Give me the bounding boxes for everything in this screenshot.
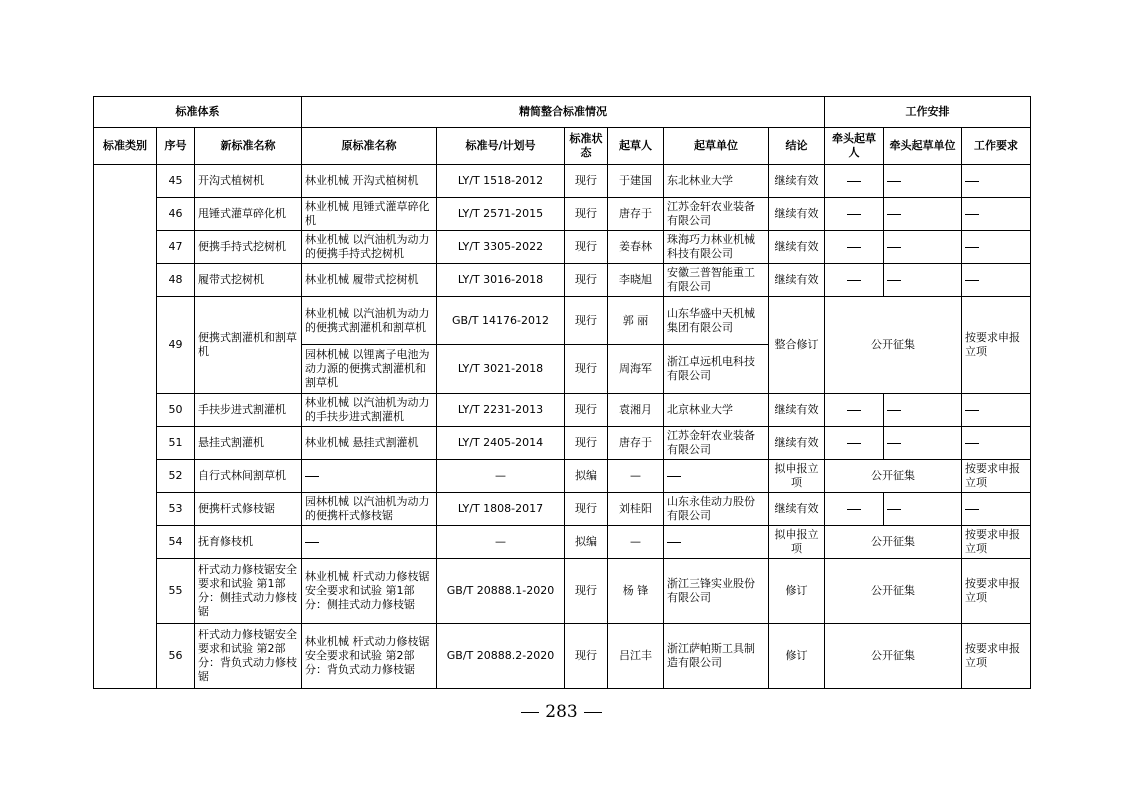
- orig-name-cell: 林业机械 以汽油机为动力的手扶步进式割灌机: [302, 394, 437, 427]
- std-no-cell: —: [437, 460, 565, 493]
- requirement-cell: 按要求申报立项: [962, 526, 1031, 559]
- conclusion-cell: 继续有效: [769, 264, 825, 297]
- table-row: [94, 165, 1031, 198]
- std-no-cell: GB/T 14176-2012: [437, 297, 565, 345]
- new-name-cell: 便携手持式挖树机: [195, 231, 302, 264]
- dash-mark: [887, 509, 901, 510]
- seq-cell: 50: [157, 394, 195, 427]
- lead-drafter-cell: [825, 493, 884, 526]
- header-seq: 序号: [157, 128, 195, 165]
- conclusion-cell: 继续有效: [769, 231, 825, 264]
- dash-mark: [847, 247, 861, 248]
- lead-unit-cell: [884, 231, 962, 264]
- conclusion-cell: 拟申报立项: [769, 526, 825, 559]
- new-name-cell: 便携式割灌机和割草机: [195, 297, 302, 394]
- requirement-cell: [962, 427, 1031, 460]
- status-cell: 现行: [565, 559, 608, 624]
- requirement-cell: 按要求申报立项: [962, 559, 1031, 624]
- header-lead-unit: 牵头起草单位: [884, 128, 962, 165]
- page-number: [0, 702, 1123, 722]
- orig-name-cell: 林业机械 悬挂式割灌机: [302, 427, 437, 460]
- dash-mark: [667, 476, 681, 477]
- status-cell: 现行: [565, 493, 608, 526]
- new-name-cell: 自行式林间割草机: [195, 460, 302, 493]
- conclusion-cell: 拟申报立项: [769, 460, 825, 493]
- seq-cell: 53: [157, 493, 195, 526]
- orig-name-cell: 林业机械 杆式动力修枝锯安全要求和试验 第1部分：侧挂式动力修枝锯: [302, 559, 437, 624]
- dash-mark: [847, 509, 861, 510]
- conclusion-cell: 继续有效: [769, 165, 825, 198]
- table-row: [94, 427, 1031, 460]
- std-no-cell: LY/T 3021-2018: [437, 345, 565, 394]
- orig-name-cell: 林业机械 杆式动力修枝锯安全要求和试验 第2部分：背负式动力修枝锯: [302, 624, 437, 689]
- header-group-situation: 精简整合标准情况: [302, 97, 825, 128]
- status-cell: 现行: [565, 297, 608, 345]
- standards-table-container: [93, 96, 1030, 689]
- header-std-no: 标准号/计划号: [437, 128, 565, 165]
- lead-unit-cell: [884, 394, 962, 427]
- conclusion-cell: 继续有效: [769, 198, 825, 231]
- orig-name-cell: 林业机械 以汽油机为动力的便携式割灌机和割草机: [302, 297, 437, 345]
- lead-unit-cell: [884, 427, 962, 460]
- status-cell: 现行: [565, 264, 608, 297]
- unit-cell: 浙江卓远机电科技有限公司: [664, 345, 769, 394]
- dash-mark: [887, 181, 901, 182]
- status-cell: 现行: [565, 165, 608, 198]
- lead-drafter-cell: [825, 165, 884, 198]
- conclusion-cell: 继续有效: [769, 427, 825, 460]
- unit-cell: 山东永佳动力股份有限公司: [664, 493, 769, 526]
- lead-unit-cell: [884, 198, 962, 231]
- header-category: 标准类别: [94, 128, 157, 165]
- orig-name-cell: [302, 526, 437, 559]
- orig-name-cell: 园林机械 以锂离子电池为动力源的便携式割灌机和割草机: [302, 345, 437, 394]
- seq-cell: 48: [157, 264, 195, 297]
- conclusion-cell: 继续有效: [769, 493, 825, 526]
- drafter-cell: 唐存于: [608, 198, 664, 231]
- lead-cell: 公开征集: [825, 624, 962, 689]
- dash-mark: [965, 280, 979, 281]
- seq-cell: 46: [157, 198, 195, 231]
- requirement-cell: [962, 493, 1031, 526]
- unit-cell: [664, 526, 769, 559]
- seq-cell: 47: [157, 231, 195, 264]
- unit-cell: 浙江三锋实业股份有限公司: [664, 559, 769, 624]
- conclusion-cell: 修订: [769, 624, 825, 689]
- table-row: [94, 394, 1031, 427]
- conclusion-cell: 修订: [769, 559, 825, 624]
- std-no-cell: —: [437, 526, 565, 559]
- unit-cell: 江苏金轩农业装备有限公司: [664, 427, 769, 460]
- std-no-cell: LY/T 1808-2017: [437, 493, 565, 526]
- drafter-cell: 姜春林: [608, 231, 664, 264]
- unit-cell: 山东华盛中天机械集团有限公司: [664, 297, 769, 345]
- conclusion-cell: 整合修订: [769, 297, 825, 394]
- header-requirement: 工作要求: [962, 128, 1031, 165]
- status-cell: 现行: [565, 394, 608, 427]
- unit-cell: 江苏金轩农业装备有限公司: [664, 198, 769, 231]
- new-name-cell: 手扶步进式割灌机: [195, 394, 302, 427]
- status-cell: 现行: [565, 345, 608, 394]
- dash-mark: [887, 214, 901, 215]
- std-no-cell: LY/T 3305-2022: [437, 231, 565, 264]
- drafter-cell: —: [608, 526, 664, 559]
- header-status: 标准状态: [565, 128, 608, 165]
- table-row: [94, 198, 1031, 231]
- dash-mark: [667, 542, 681, 543]
- lead-cell: 公开征集: [825, 297, 962, 394]
- table-row: [94, 526, 1031, 559]
- dash-mark: [847, 410, 861, 411]
- seq-cell: 55: [157, 559, 195, 624]
- new-name-cell: 抚育修枝机: [195, 526, 302, 559]
- drafter-cell: 刘桂阳: [608, 493, 664, 526]
- header-drafter: 起草人: [608, 128, 664, 165]
- std-no-cell: GB/T 20888.2-2020: [437, 624, 565, 689]
- new-name-cell: 开沟式植树机: [195, 165, 302, 198]
- header-group-system: 标准体系: [94, 97, 302, 128]
- lead-unit-cell: [884, 493, 962, 526]
- seq-cell: 54: [157, 526, 195, 559]
- header-new-name: 新标准名称: [195, 128, 302, 165]
- dash-mark: [305, 542, 319, 543]
- standards-table: [93, 96, 1031, 689]
- status-cell: 现行: [565, 231, 608, 264]
- requirement-cell: [962, 231, 1031, 264]
- unit-cell: [664, 460, 769, 493]
- table-row: [94, 231, 1031, 264]
- requirement-cell: [962, 165, 1031, 198]
- header-group-work: 工作安排: [825, 97, 1031, 128]
- requirement-cell: 按要求申报立项: [962, 297, 1031, 394]
- dash-mark: [965, 214, 979, 215]
- dash-mark: [847, 443, 861, 444]
- status-cell: 现行: [565, 624, 608, 689]
- drafter-cell: 李晓旭: [608, 264, 664, 297]
- status-cell: 拟编: [565, 526, 608, 559]
- unit-cell: 东北林业大学: [664, 165, 769, 198]
- unit-cell: 安徽三普智能重工有限公司: [664, 264, 769, 297]
- dash-mark: [305, 476, 319, 477]
- dash-mark: [887, 443, 901, 444]
- status-cell: 拟编: [565, 460, 608, 493]
- drafter-cell: —: [608, 460, 664, 493]
- header-unit: 起草单位: [664, 128, 769, 165]
- new-name-cell: 便携杆式修枝锯: [195, 493, 302, 526]
- table-body: [94, 165, 1031, 689]
- drafter-cell: 吕江丰: [608, 624, 664, 689]
- drafter-cell: 袁湘月: [608, 394, 664, 427]
- lead-unit-cell: [884, 165, 962, 198]
- table-row: [94, 559, 1031, 624]
- page-number-text: 283: [545, 702, 578, 722]
- lead-cell: 公开征集: [825, 460, 962, 493]
- drafter-cell: 郭 丽: [608, 297, 664, 345]
- status-cell: 现行: [565, 427, 608, 460]
- std-no-cell: LY/T 2571-2015: [437, 198, 565, 231]
- seq-cell: 56: [157, 624, 195, 689]
- dash-mark: [965, 247, 979, 248]
- orig-name-cell: [302, 460, 437, 493]
- header-lead-drafter: 牵头起草人: [825, 128, 884, 165]
- drafter-cell: 杨 锋: [608, 559, 664, 624]
- seq-cell: 45: [157, 165, 195, 198]
- requirement-cell: [962, 198, 1031, 231]
- lead-cell: 公开征集: [825, 526, 962, 559]
- dash-mark: [887, 410, 901, 411]
- drafter-cell: 唐存于: [608, 427, 664, 460]
- seq-cell: 51: [157, 427, 195, 460]
- orig-name-cell: 园林机械 以汽油机为动力的便携杆式修枝锯: [302, 493, 437, 526]
- lead-drafter-cell: [825, 198, 884, 231]
- new-name-cell: 悬挂式割灌机: [195, 427, 302, 460]
- orig-name-cell: 林业机械 以汽油机为动力的便携手持式挖树机: [302, 231, 437, 264]
- requirement-cell: 按要求申报立项: [962, 460, 1031, 493]
- new-name-cell: 杆式动力修枝锯安全要求和试验 第1部分：侧挂式动力修枝锯: [195, 559, 302, 624]
- page-number-dash-left: [521, 712, 539, 713]
- dash-mark: [965, 509, 979, 510]
- dash-mark: [847, 181, 861, 182]
- conclusion-cell: 继续有效: [769, 394, 825, 427]
- requirement-cell: [962, 394, 1031, 427]
- header-conclusion: 结论: [769, 128, 825, 165]
- table-row: [94, 460, 1031, 493]
- dash-mark: [965, 410, 979, 411]
- orig-name-cell: 林业机械 甩锤式灌草碎化机: [302, 198, 437, 231]
- new-name-cell: 履带式挖树机: [195, 264, 302, 297]
- std-no-cell: GB/T 20888.1-2020: [437, 559, 565, 624]
- table-row: [94, 297, 1031, 345]
- lead-drafter-cell: [825, 394, 884, 427]
- seq-cell: 49: [157, 297, 195, 394]
- lead-drafter-cell: [825, 264, 884, 297]
- dash-mark: [965, 181, 979, 182]
- dash-mark: [847, 280, 861, 281]
- lead-drafter-cell: [825, 231, 884, 264]
- lead-unit-cell: [884, 264, 962, 297]
- unit-cell: 浙江萨帕斯工具制造有限公司: [664, 624, 769, 689]
- page-number-dash-right: [584, 712, 602, 713]
- header-orig-name: 原标准名称: [302, 128, 437, 165]
- dash-mark: [887, 247, 901, 248]
- lead-cell: 公开征集: [825, 559, 962, 624]
- dash-mark: [847, 214, 861, 215]
- std-no-cell: LY/T 1518-2012: [437, 165, 565, 198]
- table-row: [94, 624, 1031, 689]
- lead-drafter-cell: [825, 427, 884, 460]
- new-name-cell: 甩锤式灌草碎化机: [195, 198, 302, 231]
- unit-cell: 珠海巧力林业机械科技有限公司: [664, 231, 769, 264]
- dash-mark: [887, 280, 901, 281]
- std-no-cell: LY/T 2405-2014: [437, 427, 565, 460]
- new-name-cell: 杆式动力修枝锯安全要求和试验 第2部分：背负式动力修枝锯: [195, 624, 302, 689]
- drafter-cell: 周海军: [608, 345, 664, 394]
- std-no-cell: LY/T 2231-2013: [437, 394, 565, 427]
- requirement-cell: 按要求申报立项: [962, 624, 1031, 689]
- orig-name-cell: 林业机械 开沟式植树机: [302, 165, 437, 198]
- category-cell: [94, 165, 157, 689]
- orig-name-cell: 林业机械 履带式挖树机: [302, 264, 437, 297]
- table-row: [94, 264, 1031, 297]
- std-no-cell: LY/T 3016-2018: [437, 264, 565, 297]
- dash-mark: [965, 443, 979, 444]
- drafter-cell: 于建国: [608, 165, 664, 198]
- requirement-cell: [962, 264, 1031, 297]
- status-cell: 现行: [565, 198, 608, 231]
- seq-cell: 52: [157, 460, 195, 493]
- unit-cell: 北京林业大学: [664, 394, 769, 427]
- table-row: [94, 493, 1031, 526]
